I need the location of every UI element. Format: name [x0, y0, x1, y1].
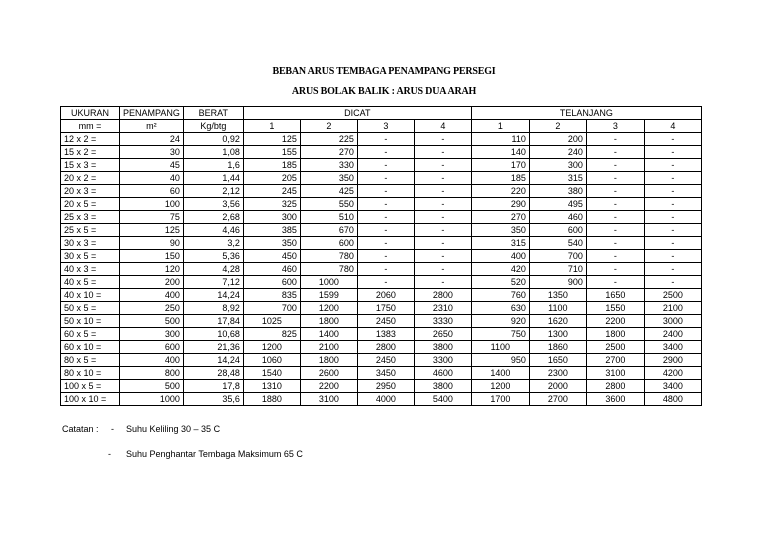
dicat-col-1: 1	[243, 120, 300, 133]
unit-penampang: m²	[120, 120, 184, 133]
cell-dicat-3: -	[357, 250, 414, 263]
cell-telanjang-1: 420	[471, 263, 529, 276]
cell-telanjang-1: 290	[471, 198, 529, 211]
cell-size: 50 x 10 =	[61, 315, 120, 328]
table-row	[61, 302, 702, 315]
cell-telanjang-1: 170	[471, 159, 529, 172]
cell-dicat-2: 1200	[300, 302, 357, 315]
cell-berat: 1,44	[183, 172, 243, 185]
cell-telanjang-1: 400	[471, 250, 529, 263]
cell-telanjang-3: -	[586, 276, 644, 289]
cell-telanjang-3: -	[586, 263, 644, 276]
cell-size: 40 x 10 =	[61, 289, 120, 302]
cell-telanjang-3: -	[586, 237, 644, 250]
cell-dicat-1: 450	[243, 250, 300, 263]
cell-dicat-3: -	[357, 276, 414, 289]
cell-telanjang-4: 2400	[644, 328, 701, 341]
cell-dicat-2: 550	[300, 198, 357, 211]
cell-dicat-1: 1310	[243, 380, 300, 393]
cell-dicat-1: 1540	[243, 367, 300, 380]
cell-dicat-2: 1800	[300, 354, 357, 367]
cell-dicat-4: 5400	[414, 393, 471, 406]
cell-telanjang-2: 1100	[529, 302, 586, 315]
cell-dicat-3: -	[357, 185, 414, 198]
cell-penampang: 1000	[120, 393, 184, 406]
cell-size: 100 x 10 =	[61, 393, 120, 406]
note-bullet-2: -	[108, 449, 111, 459]
cell-telanjang-4: -	[644, 237, 701, 250]
cell-dicat-3: 2800	[357, 341, 414, 354]
cell-telanjang-2: 540	[529, 237, 586, 250]
cell-penampang: 400	[120, 289, 184, 302]
cell-telanjang-3: -	[586, 224, 644, 237]
cell-dicat-3: 3450	[357, 367, 414, 380]
cell-telanjang-1: 520	[471, 276, 529, 289]
cell-telanjang-4: -	[644, 159, 701, 172]
cell-dicat-1: 835	[243, 289, 300, 302]
cell-telanjang-3: 3100	[586, 367, 644, 380]
cell-dicat-4: 2650	[414, 328, 471, 341]
dicat-col-2: 2	[300, 120, 357, 133]
cell-size: 60 x 10 =	[61, 341, 120, 354]
cell-telanjang-2: 495	[529, 198, 586, 211]
cell-dicat-4: -	[414, 263, 471, 276]
cell-telanjang-1: 630	[471, 302, 529, 315]
table-row	[61, 250, 702, 263]
cell-dicat-4: 4600	[414, 367, 471, 380]
cell-telanjang-3: -	[586, 172, 644, 185]
cell-telanjang-1: 140	[471, 146, 529, 159]
cell-telanjang-2: 300	[529, 159, 586, 172]
cell-dicat-4: -	[414, 276, 471, 289]
cell-berat: 8,92	[183, 302, 243, 315]
cell-telanjang-4: -	[644, 250, 701, 263]
note-bullet-1: -	[111, 424, 114, 434]
cell-penampang: 500	[120, 315, 184, 328]
cell-telanjang-3: 2200	[586, 315, 644, 328]
cell-penampang: 60	[120, 185, 184, 198]
table-row	[61, 276, 702, 289]
cell-dicat-3: -	[357, 263, 414, 276]
cell-dicat-2: 780	[300, 250, 357, 263]
cell-telanjang-2: 600	[529, 224, 586, 237]
telanjang-col-3: 3	[586, 120, 644, 133]
cell-telanjang-3: -	[586, 146, 644, 159]
table-row	[61, 315, 702, 328]
cell-dicat-4: -	[414, 185, 471, 198]
cell-telanjang-4: -	[644, 224, 701, 237]
cell-telanjang-4: -	[644, 133, 701, 146]
table-row	[61, 237, 702, 250]
cell-dicat-2: 350	[300, 172, 357, 185]
cell-telanjang-2: 700	[529, 250, 586, 263]
table-row	[61, 224, 702, 237]
cell-telanjang-4: 4800	[644, 393, 701, 406]
table-row	[61, 380, 702, 393]
cell-telanjang-3: 1550	[586, 302, 644, 315]
cell-size: 25 x 5 =	[61, 224, 120, 237]
cell-dicat-3: 1750	[357, 302, 414, 315]
cell-size: 80 x 10 =	[61, 367, 120, 380]
table-row	[61, 185, 702, 198]
cell-telanjang-1: 315	[471, 237, 529, 250]
cell-dicat-3: -	[357, 198, 414, 211]
cell-dicat-3: 4000	[357, 393, 414, 406]
cell-size: 100 x 5 =	[61, 380, 120, 393]
cell-telanjang-2: 710	[529, 263, 586, 276]
cell-dicat-4: 3300	[414, 354, 471, 367]
cell-dicat-2: 3100	[300, 393, 357, 406]
cell-dicat-2: 1800	[300, 315, 357, 328]
cell-dicat-2: 2200	[300, 380, 357, 393]
cell-dicat-2: 1400	[300, 328, 357, 341]
cell-berat: 35,6	[183, 393, 243, 406]
note-text-1: Suhu Keliling 30 – 35 C	[126, 424, 221, 434]
cell-telanjang-4: 2900	[644, 354, 701, 367]
cell-telanjang-3: -	[586, 159, 644, 172]
cell-dicat-1: 1060	[243, 354, 300, 367]
cell-telanjang-3: -	[586, 211, 644, 224]
cell-telanjang-1: 1100	[471, 341, 529, 354]
cell-size: 12 x 2 =	[61, 133, 120, 146]
table-row	[61, 367, 702, 380]
cell-penampang: 120	[120, 263, 184, 276]
cell-size: 30 x 5 =	[61, 250, 120, 263]
cell-dicat-4: 2310	[414, 302, 471, 315]
cell-dicat-4: -	[414, 198, 471, 211]
cell-berat: 4,28	[183, 263, 243, 276]
cell-telanjang-2: 460	[529, 211, 586, 224]
cell-dicat-1: 1880	[243, 393, 300, 406]
cell-dicat-3: -	[357, 146, 414, 159]
cell-penampang: 45	[120, 159, 184, 172]
cell-dicat-4: -	[414, 133, 471, 146]
cell-dicat-3: 2950	[357, 380, 414, 393]
cell-telanjang-1: 750	[471, 328, 529, 341]
cell-telanjang-4: -	[644, 276, 701, 289]
cell-berat: 2,68	[183, 211, 243, 224]
cell-telanjang-1: 1200	[471, 380, 529, 393]
cell-telanjang-3: 1650	[586, 289, 644, 302]
cell-size: 80 x 5 =	[61, 354, 120, 367]
current-load-table	[60, 106, 702, 406]
cell-telanjang-4: 3000	[644, 315, 701, 328]
cell-dicat-1: 300	[243, 211, 300, 224]
cell-dicat-3: 2450	[357, 354, 414, 367]
cell-berat: 0,92	[183, 133, 243, 146]
page-subtitle: ARUS BOLAK BALIK : ARUS DUA ARAH	[291, 86, 477, 97]
col-header-telanjang: TELANJANG	[471, 107, 701, 120]
cell-dicat-3: 2060	[357, 289, 414, 302]
cell-dicat-1: 185	[243, 159, 300, 172]
cell-penampang: 150	[120, 250, 184, 263]
cell-telanjang-1: 220	[471, 185, 529, 198]
cell-penampang: 90	[120, 237, 184, 250]
cell-penampang: 125	[120, 224, 184, 237]
cell-size: 30 x 3 =	[61, 237, 120, 250]
table-row	[61, 263, 702, 276]
cell-berat: 5,36	[183, 250, 243, 263]
cell-size: 20 x 5 =	[61, 198, 120, 211]
page-title: BEBAN ARUS TEMBAGA PENAMPANG PERSEGI	[272, 66, 496, 77]
cell-dicat-1: 600	[243, 276, 300, 289]
cell-dicat-1: 325	[243, 198, 300, 211]
cell-size: 40 x 5 =	[61, 276, 120, 289]
cell-telanjang-2: 2700	[529, 393, 586, 406]
cell-berat: 1,08	[183, 146, 243, 159]
cell-dicat-1: 825	[243, 328, 300, 341]
cell-telanjang-4: 4200	[644, 367, 701, 380]
table-row	[61, 159, 702, 172]
cell-berat: 3,2	[183, 237, 243, 250]
cell-telanjang-4: 3400	[644, 380, 701, 393]
cell-dicat-2: 2100	[300, 341, 357, 354]
cell-dicat-1: 205	[243, 172, 300, 185]
cell-telanjang-1: 270	[471, 211, 529, 224]
cell-size: 60 x 5 =	[61, 328, 120, 341]
cell-penampang: 200	[120, 276, 184, 289]
cell-berat: 2,12	[183, 185, 243, 198]
cell-dicat-3: -	[357, 237, 414, 250]
cell-telanjang-4: -	[644, 263, 701, 276]
dicat-col-3: 3	[357, 120, 414, 133]
cell-telanjang-1: 185	[471, 172, 529, 185]
cell-dicat-2: 270	[300, 146, 357, 159]
note-text-2: Suhu Penghantar Tembaga Maksimum 65 C	[126, 449, 303, 459]
cell-berat: 1,6	[183, 159, 243, 172]
cell-size: 20 x 3 =	[61, 185, 120, 198]
cell-size: 50 x 5 =	[61, 302, 120, 315]
cell-dicat-1: 155	[243, 146, 300, 159]
header-row-units	[61, 120, 702, 133]
col-header-ukuran: UKURAN	[61, 107, 120, 120]
cell-telanjang-1: 110	[471, 133, 529, 146]
cell-penampang: 30	[120, 146, 184, 159]
cell-telanjang-1: 950	[471, 354, 529, 367]
cell-dicat-3: 1383	[357, 328, 414, 341]
cell-size: 15 x 3 =	[61, 159, 120, 172]
cell-telanjang-3: 1800	[586, 328, 644, 341]
cell-telanjang-2: 200	[529, 133, 586, 146]
cell-size: 25 x 3 =	[61, 211, 120, 224]
cell-telanjang-3: -	[586, 198, 644, 211]
cell-berat: 14,24	[183, 289, 243, 302]
cell-telanjang-2: 900	[529, 276, 586, 289]
cell-dicat-1: 1025	[243, 315, 300, 328]
cell-telanjang-2: 1860	[529, 341, 586, 354]
cell-dicat-4: 3330	[414, 315, 471, 328]
table-row	[61, 211, 702, 224]
cell-berat: 10,68	[183, 328, 243, 341]
cell-dicat-3: -	[357, 172, 414, 185]
cell-telanjang-3: 2500	[586, 341, 644, 354]
unit-ukuran: mm =	[61, 120, 120, 133]
cell-telanjang-3: -	[586, 185, 644, 198]
cell-dicat-2: 670	[300, 224, 357, 237]
table-row	[61, 341, 702, 354]
table-row	[61, 133, 702, 146]
cell-dicat-2: 2600	[300, 367, 357, 380]
cell-telanjang-1: 1400	[471, 367, 529, 380]
cell-dicat-2: 425	[300, 185, 357, 198]
cell-dicat-4: -	[414, 224, 471, 237]
table-row	[61, 289, 702, 302]
cell-dicat-4: 3800	[414, 341, 471, 354]
cell-telanjang-3: -	[586, 133, 644, 146]
cell-penampang: 300	[120, 328, 184, 341]
cell-berat: 7,12	[183, 276, 243, 289]
cell-dicat-4: -	[414, 237, 471, 250]
notes-label: Catatan :	[62, 424, 99, 434]
cell-telanjang-4: -	[644, 211, 701, 224]
cell-penampang: 400	[120, 354, 184, 367]
table-row	[61, 393, 702, 406]
cell-berat: 4,46	[183, 224, 243, 237]
table-row	[61, 146, 702, 159]
cell-dicat-1: 385	[243, 224, 300, 237]
cell-berat: 17,8	[183, 380, 243, 393]
header-row-main	[61, 107, 702, 120]
col-header-penampang: PENAMPANG	[120, 107, 184, 120]
cell-penampang: 250	[120, 302, 184, 315]
cell-telanjang-2: 240	[529, 146, 586, 159]
cell-berat: 17,84	[183, 315, 243, 328]
cell-penampang: 800	[120, 367, 184, 380]
cell-telanjang-1: 1700	[471, 393, 529, 406]
cell-telanjang-4: -	[644, 185, 701, 198]
table-row	[61, 172, 702, 185]
telanjang-col-2: 2	[529, 120, 586, 133]
cell-telanjang-4: -	[644, 146, 701, 159]
cell-dicat-2: 1599	[300, 289, 357, 302]
cell-penampang: 600	[120, 341, 184, 354]
cell-dicat-1: 460	[243, 263, 300, 276]
cell-telanjang-2: 1620	[529, 315, 586, 328]
cell-size: 20 x 2 =	[61, 172, 120, 185]
dicat-col-4: 4	[414, 120, 471, 133]
cell-dicat-4: -	[414, 159, 471, 172]
cell-berat: 21,36	[183, 341, 243, 354]
cell-dicat-1: 350	[243, 237, 300, 250]
cell-telanjang-4: 2100	[644, 302, 701, 315]
cell-dicat-4: -	[414, 172, 471, 185]
cell-telanjang-2: 1300	[529, 328, 586, 341]
cell-telanjang-1: 760	[471, 289, 529, 302]
cell-penampang: 40	[120, 172, 184, 185]
cell-telanjang-2: 2300	[529, 367, 586, 380]
cell-telanjang-4: -	[644, 198, 701, 211]
cell-dicat-3: 2450	[357, 315, 414, 328]
cell-telanjang-2: 1350	[529, 289, 586, 302]
cell-telanjang-2: 1650	[529, 354, 586, 367]
cell-berat: 14,24	[183, 354, 243, 367]
cell-telanjang-2: 2000	[529, 380, 586, 393]
table-row	[61, 328, 702, 341]
cell-dicat-1: 1200	[243, 341, 300, 354]
cell-penampang: 100	[120, 198, 184, 211]
cell-telanjang-4: 2500	[644, 289, 701, 302]
cell-dicat-3: -	[357, 224, 414, 237]
cell-telanjang-2: 380	[529, 185, 586, 198]
cell-dicat-2: 225	[300, 133, 357, 146]
cell-telanjang-1: 350	[471, 224, 529, 237]
cell-dicat-3: -	[357, 159, 414, 172]
cell-penampang: 500	[120, 380, 184, 393]
cell-telanjang-3: -	[586, 250, 644, 263]
telanjang-col-1: 1	[471, 120, 529, 133]
cell-dicat-4: -	[414, 146, 471, 159]
cell-size: 40 x 3 =	[61, 263, 120, 276]
cell-dicat-4: 2800	[414, 289, 471, 302]
cell-dicat-1: 245	[243, 185, 300, 198]
cell-telanjang-4: 3400	[644, 341, 701, 354]
cell-dicat-2: 510	[300, 211, 357, 224]
cell-size: 15 x 2 =	[61, 146, 120, 159]
cell-telanjang-1: 920	[471, 315, 529, 328]
cell-dicat-3: -	[357, 133, 414, 146]
cell-telanjang-3: 2800	[586, 380, 644, 393]
telanjang-col-4: 4	[644, 120, 701, 133]
cell-penampang: 75	[120, 211, 184, 224]
col-header-dicat: DICAT	[243, 107, 471, 120]
cell-dicat-4: -	[414, 250, 471, 263]
cell-dicat-4: 3800	[414, 380, 471, 393]
cell-telanjang-3: 2700	[586, 354, 644, 367]
unit-berat: Kg/btg	[183, 120, 243, 133]
cell-penampang: 24	[120, 133, 184, 146]
cell-dicat-2: 330	[300, 159, 357, 172]
cell-telanjang-2: 315	[529, 172, 586, 185]
cell-telanjang-3: 3600	[586, 393, 644, 406]
cell-dicat-3: -	[357, 211, 414, 224]
cell-dicat-1: 700	[243, 302, 300, 315]
cell-dicat-4: -	[414, 211, 471, 224]
cell-dicat-1: 125	[243, 133, 300, 146]
col-header-berat: BERAT	[183, 107, 243, 120]
cell-dicat-2: 600	[300, 237, 357, 250]
cell-berat: 28,48	[183, 367, 243, 380]
cell-telanjang-4: -	[644, 172, 701, 185]
table-row	[61, 198, 702, 211]
cell-berat: 3,56	[183, 198, 243, 211]
table-row	[61, 354, 702, 367]
cell-dicat-2: 1000	[300, 276, 357, 289]
cell-dicat-2: 780	[300, 263, 357, 276]
